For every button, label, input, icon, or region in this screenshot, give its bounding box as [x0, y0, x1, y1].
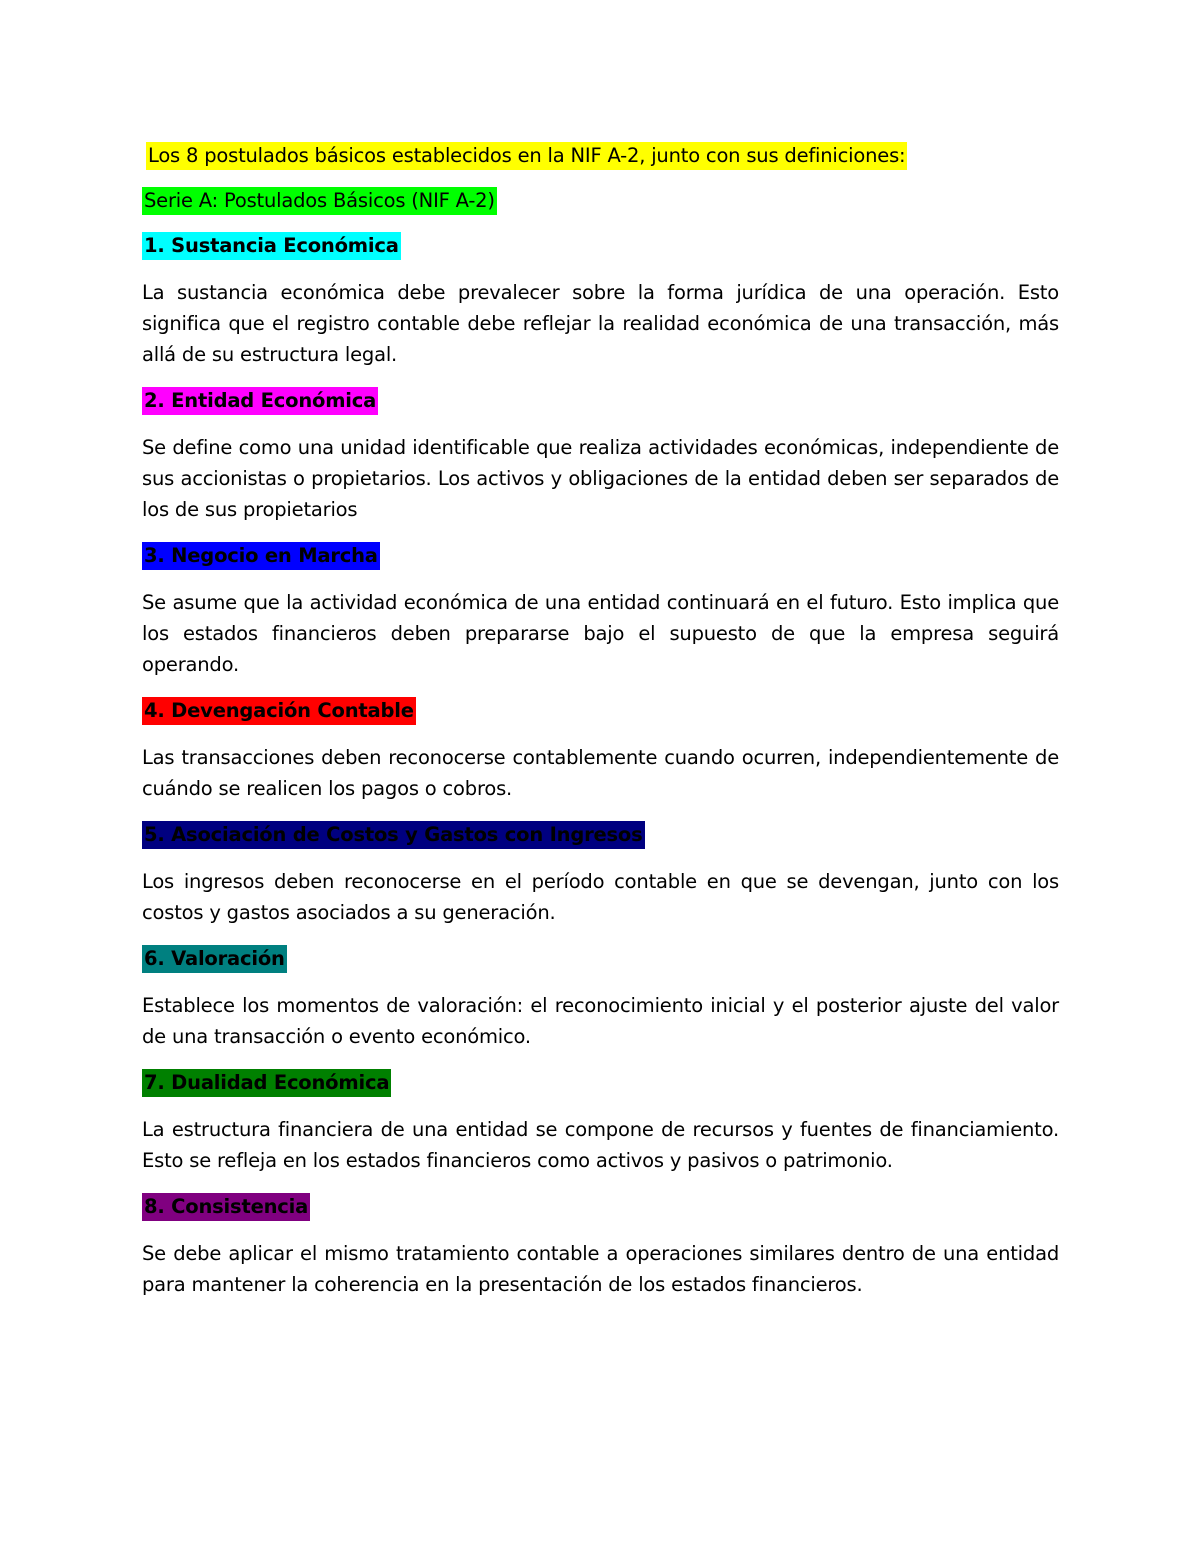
postulate-section — [142, 1067, 1059, 1176]
postulate-heading: 4. Devengación Contable — [142, 697, 416, 725]
series-title: Serie A: Postulados Básicos (NIF A-2) — [142, 187, 497, 215]
document-content — [142, 140, 1059, 1315]
postulate-section — [142, 385, 1059, 525]
postulate-description: La sustancia económica debe prevalecer sobre la forma jurídica de una operación. Esto significa que el registro contable debe reflejar la realidad económica de una transacción, más allá de su estructura legal. — [142, 281, 1059, 366]
postulate-section — [142, 230, 1059, 370]
intro-text: Los 8 postulados básicos establecidos en la NIF A-2, junto con sus definiciones: — [146, 142, 907, 170]
postulate-description: Los ingresos deben reconocerse en el período contable en que se devengan, junto con los costos y gastos asociados a su generación. — [142, 870, 1059, 924]
postulate-description: Se asume que la actividad económica de una entidad continuará en el futuro. Esto implica que los estados financieros deben prepararse bajo el supuesto de que la empresa seguirá operando. — [142, 591, 1059, 676]
postulate-description: Se debe aplicar el mismo tratamiento contable a operaciones similares dentro de una entidad para mantener la coherencia en la presentación de los estados financieros. — [142, 1242, 1059, 1296]
postulate-heading: 5. Asociación de Costos y Gastos con Ingresos — [142, 821, 645, 849]
postulate-heading: 2. Entidad Económica — [142, 387, 378, 415]
postulate-section — [142, 1191, 1059, 1300]
postulate-description: Se define como una unidad identificable que realiza actividades económicas, independiente de sus accionistas o propietarios. Los activos y obligaciones de la entidad deben ser separados de los de sus propietarios — [142, 436, 1059, 521]
series-title-line — [142, 185, 1059, 216]
postulate-heading: 6. Valoración — [142, 945, 287, 973]
postulate-section — [142, 540, 1059, 680]
postulate-heading: 7. Dualidad Económica — [142, 1069, 391, 1097]
postulate-description: La estructura financiera de una entidad se compone de recursos y fuentes de financiamiento. Esto se refleja en los estados financieros como activos y pasivos o patrimonio. — [142, 1118, 1059, 1172]
postulate-heading: 1. Sustancia Económica — [142, 232, 401, 260]
postulate-description: Las transacciones deben reconocerse contablemente cuando ocurren, independientemente de cuándo se realicen los pagos o cobros. — [142, 746, 1059, 800]
postulate-section — [142, 695, 1059, 804]
postulate-section — [142, 819, 1059, 928]
postulate-heading: 3. Negocio en Marcha — [142, 542, 380, 570]
intro-line — [146, 140, 1059, 171]
postulate-section — [142, 943, 1059, 1052]
postulate-description: Establece los momentos de valoración: el reconocimiento inicial y el posterior ajuste del valor de una transacción o evento económico. — [142, 994, 1059, 1048]
postulate-heading: 8. Consistencia — [142, 1193, 310, 1221]
